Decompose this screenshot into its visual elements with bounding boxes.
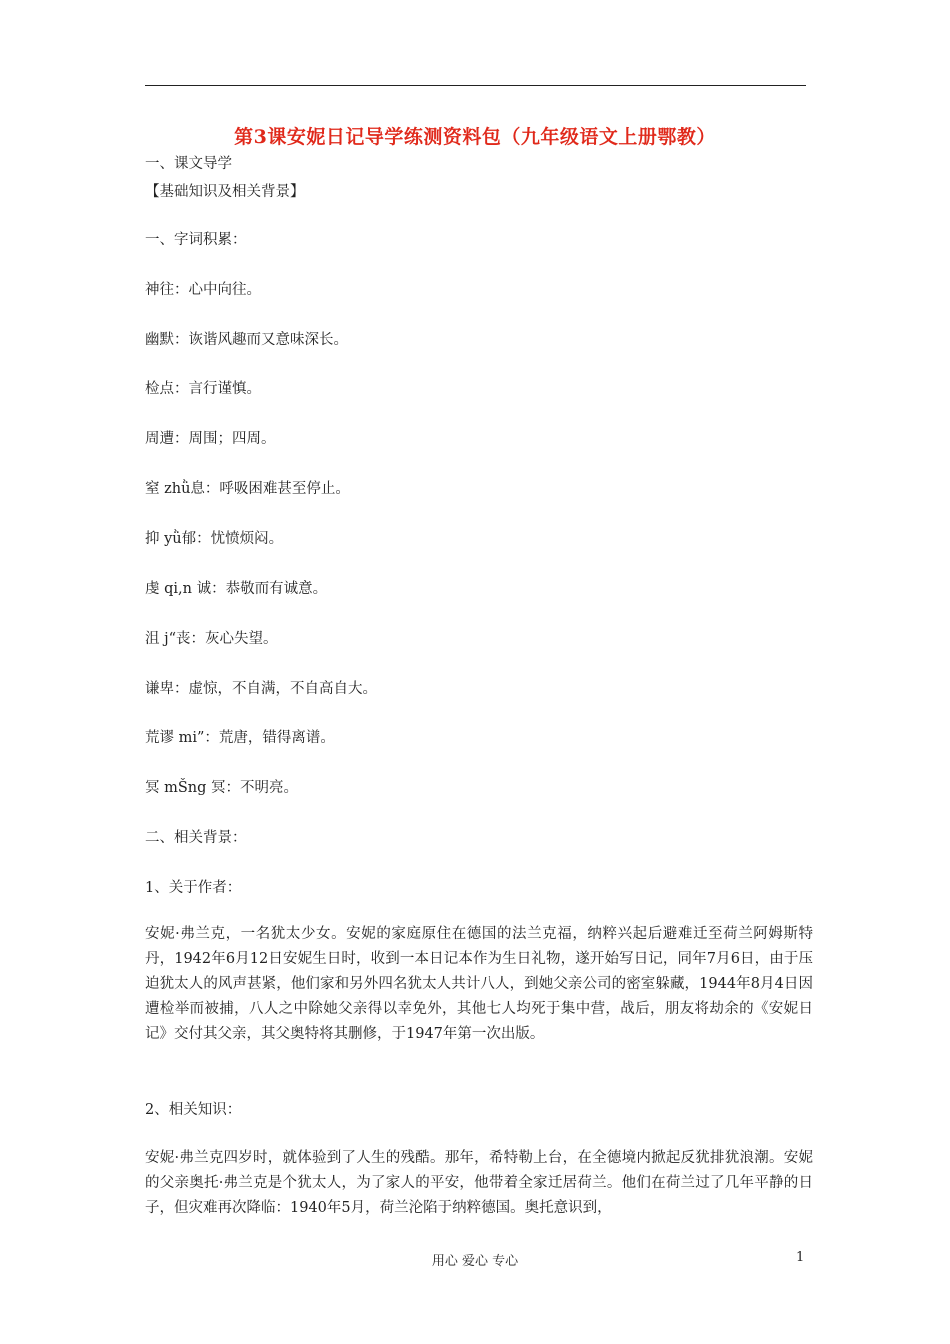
vocab-item: 窒 zhǜ息：呼吸困难甚至停止。 — [145, 481, 350, 497]
about-author-paragraph: 安妮·弗兰克，一名犹太少女。安妮的家庭原住在德国的法兰克福，纳粹兴起后避难迁至荷兰阿姆斯特丹，1942年6月12日安妮生日时，收到一本日记本作为生日礼物，遂开始写日记，同年7月6日，由于压迫犹太人的风声甚紧，他们家和另外四名犹太人共计八人，到她父亲公司的密室躲藏，1944年8月4日因遭检举而被捕，八人之中除她父亲得以幸免外，其他七人均死于集中营，战后，朋友将劫余的《安妮日记》交付其父亲，其父奥特将其删修，于1947年第一次出版。 — [145, 926, 813, 1042]
vocab-item: 周遭：周围；四周。 — [145, 431, 276, 447]
document-title: 第3课安妮日记导学练测资料包（九年级语文上册鄂教） — [234, 126, 716, 148]
section-heading: 一、课文导学 — [145, 156, 232, 172]
about-author-heading: 1、关于作者： — [145, 880, 242, 896]
vocab-item: 荒谬 mi”：荒唐，错得离谱。 — [145, 730, 335, 746]
related-heading: 2、相关知识： — [145, 1102, 242, 1118]
vocab-item: 虔 qi,n 诚：恭敬而有诚意。 — [145, 581, 328, 597]
vocab-item: 沮 j“丧：灰心失望。 — [145, 631, 278, 647]
bracket-heading: 【基础知识及相关背景】 — [145, 184, 305, 200]
vocab-item: 冥 mŠng 冥：不明亮。 — [145, 780, 299, 796]
vocab-item: 神往：心中向往。 — [145, 282, 261, 298]
vocab-item: 检点：言行谨慎。 — [145, 381, 261, 397]
vocab-item: 谦卑：虚惊，不自满，不自高自大。 — [145, 681, 377, 697]
page-footer: 用心 爱心 专心 — [431, 1254, 519, 1269]
header-rule — [145, 85, 806, 86]
page-number: 1 — [796, 1250, 805, 1265]
vocab-item: 抑 yǜ郁：忧愤烦闷。 — [145, 531, 284, 547]
vocab-item: 幽默：诙谐风趣而又意味深长。 — [145, 332, 348, 348]
subsection-heading: 二、相关背景： — [145, 830, 247, 846]
subsection-heading: 一、字词积累： — [145, 232, 247, 248]
related-paragraph: 安妮·弗兰克四岁时，就体验到了人生的残酷。那年，希特勒上台，在全德境内掀起反犹排犹浪潮。安妮的父亲奥托·弗兰克是个犹太人，为了家人的平安，他带着全家迁居荷兰。他们在荷兰过了几年平静的日子，但灾难再次降临：1940年5月，荷兰沦陷于纳粹德国。奥托意识到， — [145, 1150, 813, 1216]
